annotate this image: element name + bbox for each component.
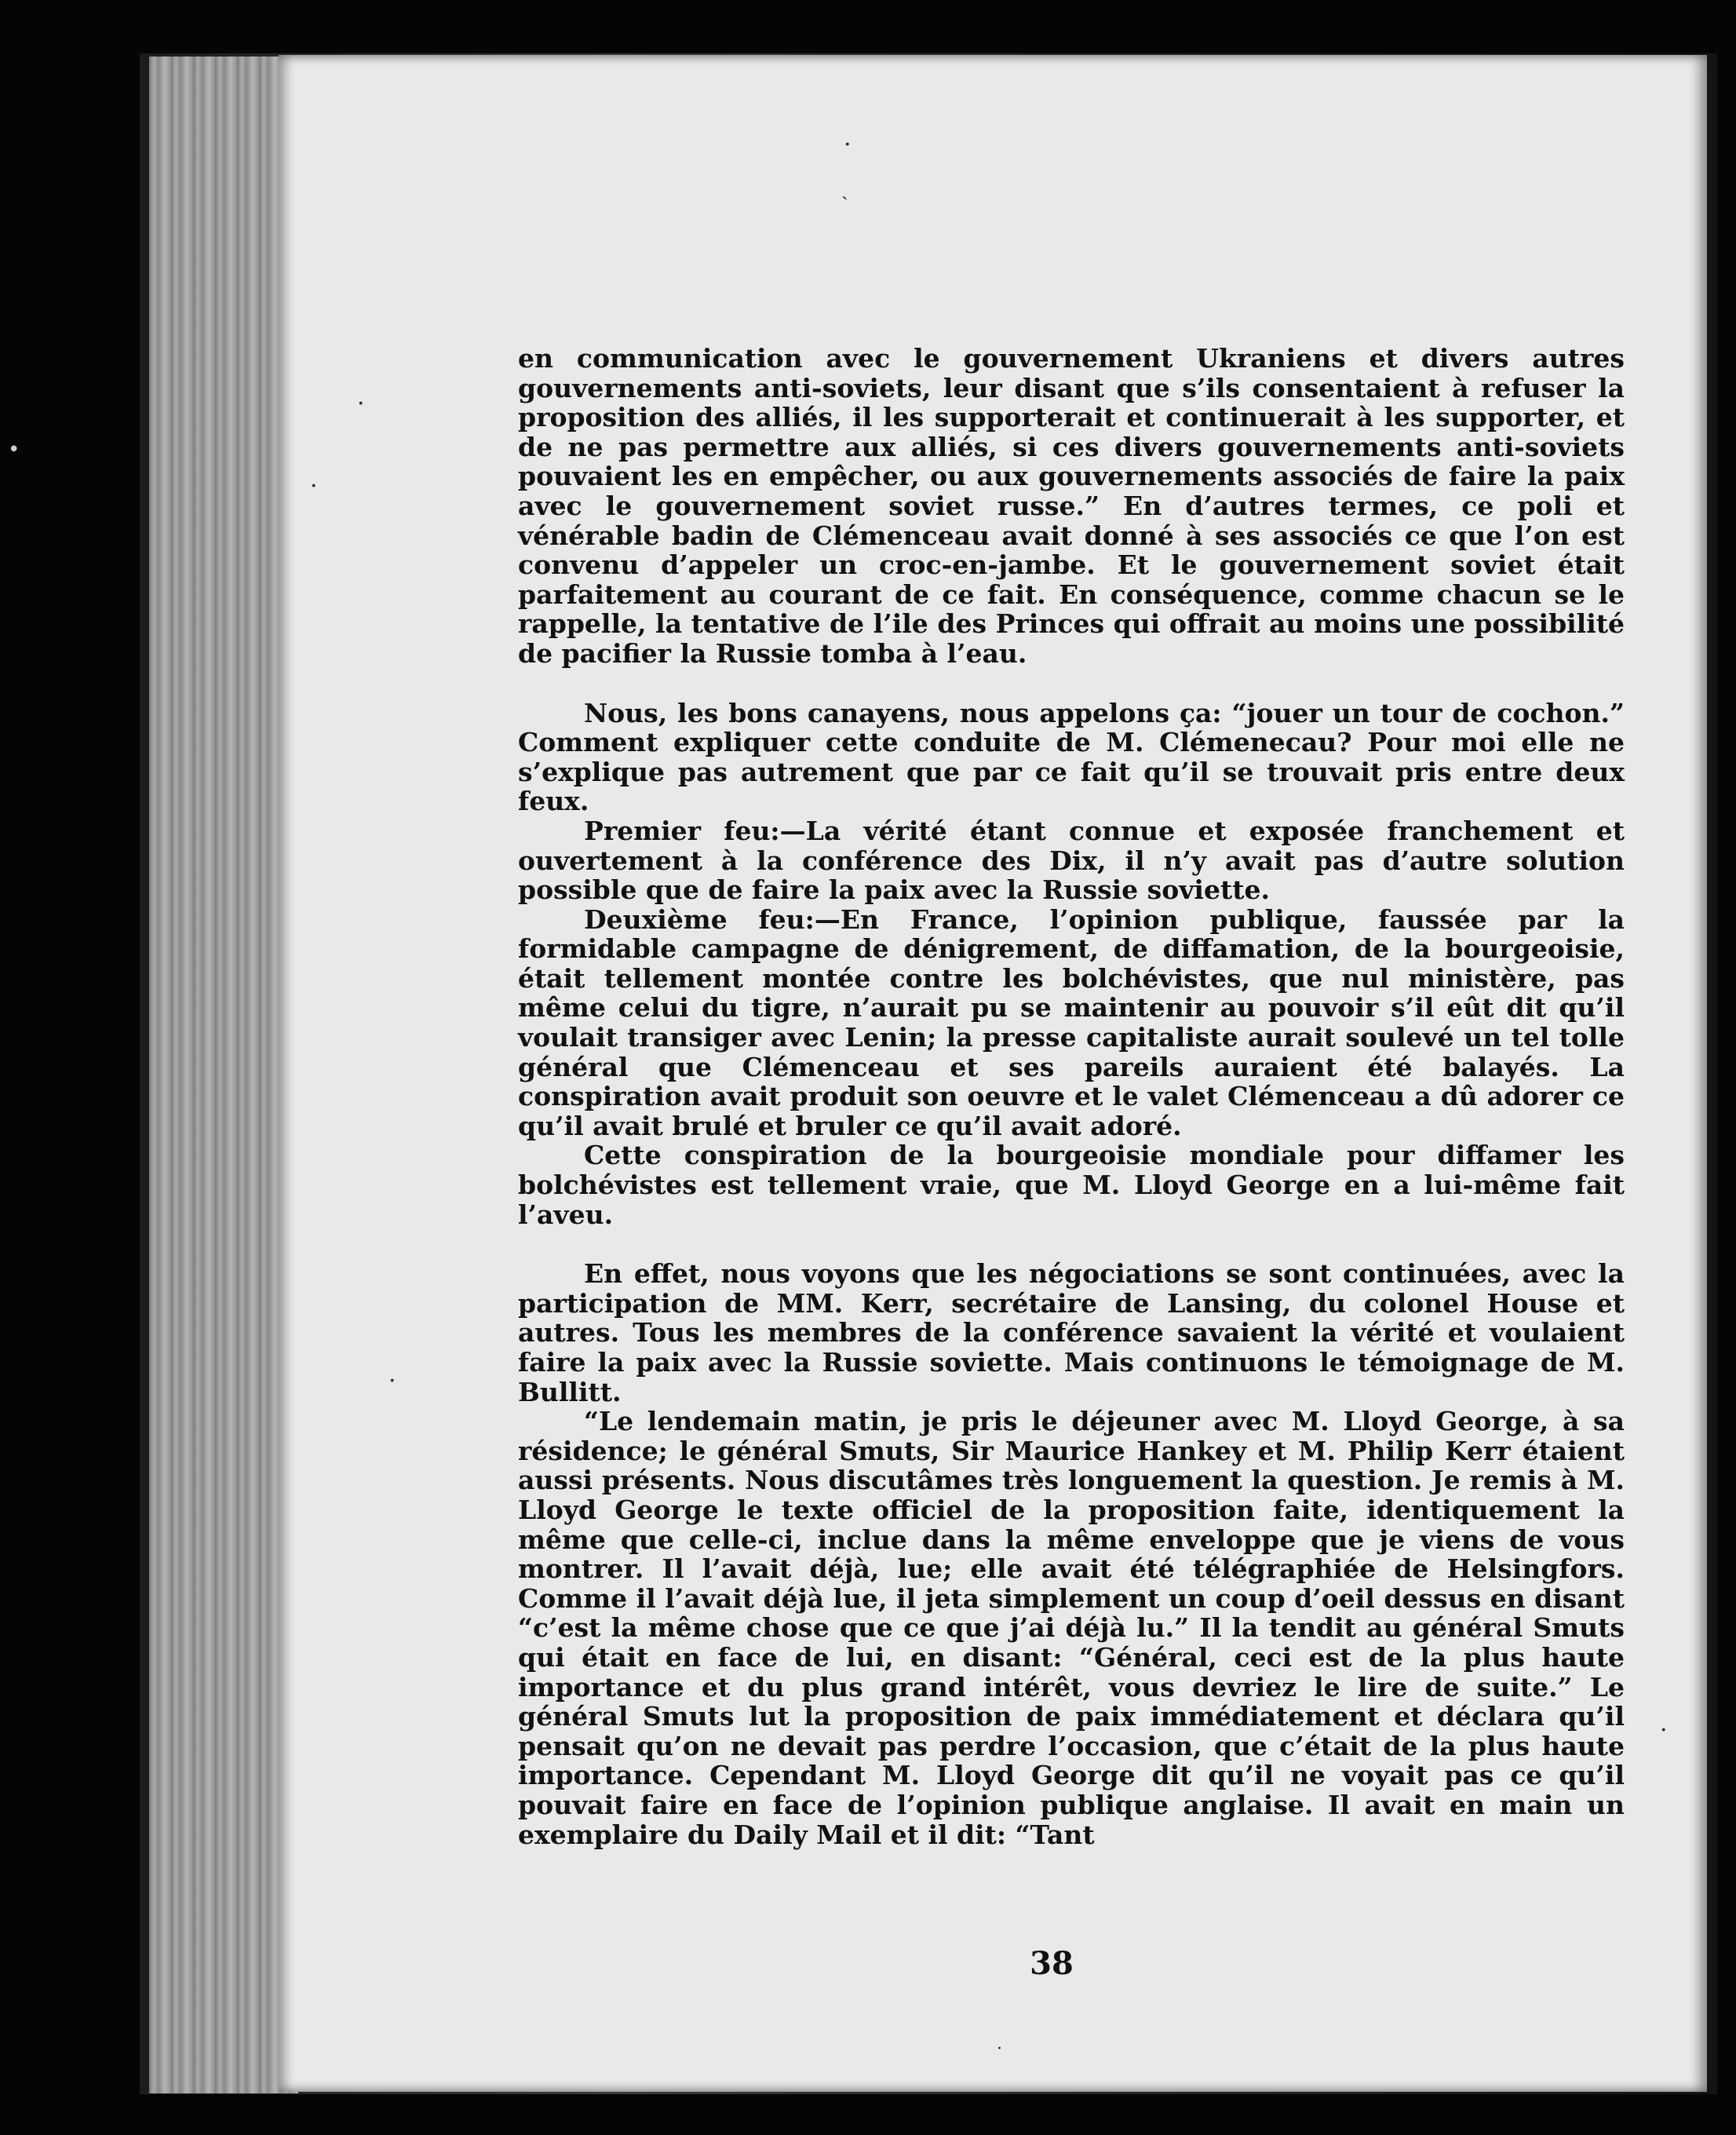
- body-text: [518, 344, 1625, 1849]
- paragraph: “Le lendemain matin, je pris le déjeuner avec M. Lloyd George, à sa résidence; le général Smuts, Sir Maurice Hankey et M. Philip Kerr étaient aussi présents. Nous discutâmes très longuement la question. Je remis à M. Lloyd George le texte officiel de la proposition faite, identiquement la même que celle-ci, inclue dans la même enveloppe que je viens de vous montrer. Il l’avait déjà, lue; elle avait été télégraphiée de Helsingfors. Comme il l’avait déjà lue, il jeta simplement un coup d’oeil dessus en disant “c’est la même chose que ce que j’ai déjà lu.” Il la tendit au général Smuts qui était en face de lui, en disant: “Général, ceci est de la plus haute importance et du plus grand intérêt, vous devriez le lire de suite.” Le général Smuts lut la proposition de paix immédiatement et déclara qu’il pensait qu’on ne devait pas perdre l’occasion, que c’était de la plus haute importance. Cependant M. Lloyd George dit qu’il ne voyait pas ce qu’il pouvait faire en face de l’opinion publique anglaise. Il avait en main un exemplaire du Daily Mail et il dit: “Tant: [518, 1406, 1625, 1850]
- page-stack-edge: [149, 57, 298, 2093]
- paragraph: Nous, les bons canayens, nous appelons ça: “jouer un tour de cochon.” Comment expliquer cette conduite de M. Clémenecau? Pour moi elle ne s’explique pas autrement que par ce fait qu’il se trouvait pris entre deux feux.: [518, 697, 1625, 817]
- paragraph: Deuxième feu:—En France, l’opinion publique, faussée par la formidable campagne de dénigrement, de diffamation, de la bourgeoisie, était tellement montée contre les bolchévistes, que nul ministère, pas même celui du tigre, n’aurait pu se maintenir au pouvoir s’il eût dit qu’il voulait transiger avec Lenin; la presse capitaliste aurait soulevé un tel tolle général que Clémenceau et ses pareils auraient été balayés. La conspiration avait produit son oeuvre et le valet Clémenceau a dû adorer ce qu’il avait brulé et bruler ce qu’il avait adoré.: [518, 903, 1625, 1141]
- scan-speck: ·: [1660, 1717, 1668, 1744]
- paragraph: Cette conspiration de la bourgeoisie mondiale pour diffamer les bolchévistes est tellement vraie, que M. Lloyd George en a lui-même fait l’aveu.: [518, 1140, 1625, 1230]
- scan-speck: ˏ: [841, 177, 848, 201]
- paragraph: en communication avec le gouvernement Ukraniens et divers autres gouvernements anti-soviets, leur disant que s’ils consentaient à refuser la proposition des alliés, il les supporterait et continuerait à les supporter, et de ne pas permettre aux alliés, si ces divers gouvernements anti-soviets pouvaient les en empêcher, ou aux gouvernements associés de faire la paix avec le gouvernement soviet russe.” En d’autres termes, ce poli et vénérable badin de Clémenceau avait donné à ses associés ce que l’on est convenu d’appeler un croc-en-jambe. Et le gouvernement soviet était parfaitement au courant de ce fait. En conséquence, comme chacun se le rappelle, la tentative de l’ile des Princes qui offrait au moins une possibilité de pacifier la Russie tomba à l’eau.: [518, 343, 1625, 669]
- scan-speck: ·: [310, 473, 318, 500]
- scan-speck: ·: [997, 2039, 1002, 2059]
- scan-speck: ·: [388, 1367, 396, 1395]
- paragraph: Premier feu:—La vérité étant connue et exposée franchement et ouvertement à la conférence des Dix, il n’y avait pas d’autre solution possible que de faire la paix avec la Russie soviette.: [518, 815, 1625, 906]
- paragraph: En effet, nous voyons que les négociations se sont continuées, avec la participation de MM. Kerr, secrétaire de Lansing, du colonel House et autres. Tous les membres de la conférence savaient la vérité et voulaient faire la paix avec la Russie soviette. Mais continuons le témoignage de M. Bullitt.: [518, 1258, 1625, 1407]
- scan-speck: •: [8, 438, 20, 462]
- scan-speck: ·: [844, 131, 852, 159]
- page-number: 38: [1030, 1945, 1074, 1982]
- scan-speck: ·: [357, 390, 365, 418]
